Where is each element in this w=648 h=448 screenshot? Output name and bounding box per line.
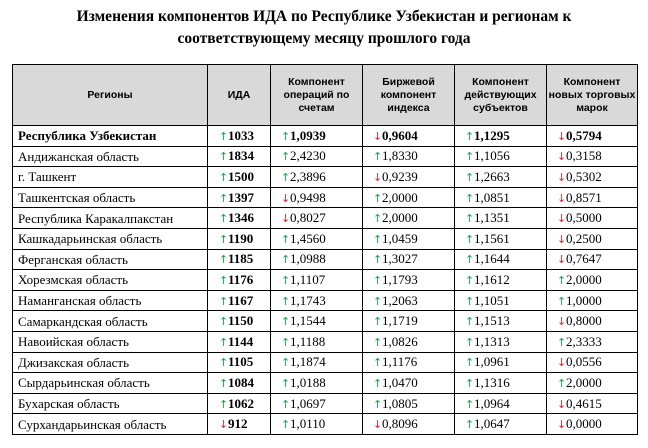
exchange-component-cell <box>363 228 455 249</box>
cell-value: 0,5302 <box>566 168 602 184</box>
new-trademarks-component-cell <box>547 228 638 249</box>
cell-value: 1,1176 <box>382 354 418 370</box>
cell-value: 0,0556 <box>566 354 602 370</box>
ida-cell <box>208 187 271 208</box>
cell-value: 1,4560 <box>290 230 326 246</box>
arrow-up-icon: ↑ <box>281 315 291 329</box>
accounts-component-cell <box>271 311 363 332</box>
arrow-up-icon: ↑ <box>373 212 383 226</box>
region-name: Самаркандская область <box>13 311 208 332</box>
cell-value: 1176 <box>228 271 254 287</box>
cell-value: 0,8000 <box>566 313 602 329</box>
cell-value: 1,0188 <box>290 374 326 390</box>
cell-value: 1,0939 <box>290 127 326 143</box>
ida-cell <box>208 414 271 435</box>
table-row <box>13 208 638 229</box>
active-entities-component-cell <box>455 270 547 291</box>
arrow-up-icon: ↑ <box>465 170 475 184</box>
arrow-up-icon: ↑ <box>219 376 229 390</box>
arrow-up-icon: ↑ <box>219 397 229 411</box>
region-name: Джизакская область <box>13 352 208 373</box>
region-name: Бухарская область <box>13 393 208 414</box>
arrow-up-icon: ↑ <box>373 315 383 329</box>
cell-value: 1144 <box>228 333 254 349</box>
region-name: Сурхандарьинская область <box>13 414 208 435</box>
arrow-down-icon: ↓ <box>557 356 567 370</box>
header-row <box>13 65 638 126</box>
arrow-up-icon: ↑ <box>465 356 475 370</box>
accounts-component-cell <box>271 393 363 414</box>
cell-value: 1500 <box>228 168 254 184</box>
arrow-up-icon: ↑ <box>281 294 291 308</box>
arrow-up-icon: ↑ <box>219 253 229 267</box>
new-trademarks-component-cell <box>547 331 638 352</box>
accounts-component-cell <box>271 352 363 373</box>
arrow-up-icon: ↑ <box>219 294 229 308</box>
active-entities-component-cell <box>455 393 547 414</box>
table-row <box>13 126 638 147</box>
arrow-up-icon: ↑ <box>281 397 291 411</box>
cell-value: 2,3333 <box>566 333 602 349</box>
ida-cell <box>208 126 271 147</box>
cell-value: 1,0647 <box>474 416 510 432</box>
active-entities-component-cell <box>455 167 547 188</box>
active-entities-component-cell <box>455 228 547 249</box>
header-ida: ИДА <box>208 65 271 126</box>
active-entities-component-cell <box>455 126 547 147</box>
region-name: Республика Каракалпакстан <box>13 208 208 229</box>
arrow-up-icon: ↑ <box>219 335 229 349</box>
new-trademarks-component-cell <box>547 414 638 435</box>
cell-value: 1190 <box>228 230 254 246</box>
cell-value: 1,8330 <box>382 148 418 164</box>
table-row <box>13 249 638 270</box>
arrow-down-icon: ↓ <box>557 315 567 329</box>
arrow-down-icon: ↓ <box>557 397 567 411</box>
arrow-down-icon: ↓ <box>557 253 567 267</box>
cell-value: 1,1743 <box>290 292 326 308</box>
cell-value: 2,0000 <box>566 271 602 287</box>
cell-value: 1,1612 <box>474 271 510 287</box>
arrow-up-icon: ↑ <box>219 232 229 246</box>
arrow-up-icon: ↑ <box>219 150 229 164</box>
arrow-up-icon: ↑ <box>465 212 475 226</box>
table-row <box>13 393 638 414</box>
arrow-up-icon: ↑ <box>219 273 229 287</box>
cell-value: 0,9239 <box>382 168 418 184</box>
cell-value: 0,8571 <box>566 189 602 205</box>
arrow-up-icon: ↑ <box>557 376 567 390</box>
active-entities-component-cell <box>455 187 547 208</box>
cell-value: 1397 <box>228 189 254 205</box>
exchange-component-cell <box>363 249 455 270</box>
cell-value: 1,0459 <box>382 230 418 246</box>
new-trademarks-component-cell <box>547 249 638 270</box>
header-region: Регионы <box>13 65 208 126</box>
arrow-up-icon: ↑ <box>465 232 475 246</box>
cell-value: 1150 <box>228 313 254 329</box>
new-trademarks-component-cell <box>547 373 638 394</box>
cell-value: 1105 <box>228 354 254 370</box>
cell-value: 1,1313 <box>474 333 510 349</box>
cell-value: 1185 <box>228 251 254 267</box>
arrow-down-icon: ↓ <box>281 191 291 205</box>
table-row <box>13 270 638 291</box>
arrow-down-icon: ↓ <box>557 191 567 205</box>
cell-value: 1,0110 <box>290 416 326 432</box>
cell-value: 0,0000 <box>566 416 602 432</box>
header-active-entities-component: Компонент действующих субъектов <box>455 65 547 126</box>
cell-value: 1,0961 <box>474 354 510 370</box>
region-name: Ферганская область <box>13 249 208 270</box>
cell-value: 0,9498 <box>290 189 326 205</box>
arrow-up-icon: ↑ <box>219 315 229 329</box>
cell-value: 0,5794 <box>566 127 602 143</box>
cell-value: 1,0964 <box>474 395 510 411</box>
ida-cell <box>208 146 271 167</box>
arrow-up-icon: ↑ <box>465 418 475 432</box>
arrow-up-icon: ↑ <box>281 273 291 287</box>
arrow-down-icon: ↓ <box>557 170 567 184</box>
arrow-down-icon: ↓ <box>219 418 229 432</box>
cell-value: 1033 <box>228 127 254 143</box>
arrow-up-icon: ↑ <box>281 335 291 349</box>
cell-value: 1,1295 <box>474 127 510 143</box>
new-trademarks-component-cell <box>547 167 638 188</box>
ida-cell <box>208 311 271 332</box>
cell-value: 0,9604 <box>382 127 418 143</box>
arrow-up-icon: ↑ <box>465 315 475 329</box>
exchange-component-cell <box>363 393 455 414</box>
arrow-up-icon: ↑ <box>557 294 567 308</box>
table-title <box>0 6 648 50</box>
ida-cell <box>208 270 271 291</box>
cell-value: 0,8096 <box>382 416 418 432</box>
new-trademarks-component-cell <box>547 311 638 332</box>
ida-cell <box>208 167 271 188</box>
accounts-component-cell <box>271 290 363 311</box>
accounts-component-cell <box>271 208 363 229</box>
arrow-up-icon: ↑ <box>219 170 229 184</box>
table-row <box>13 290 638 311</box>
arrow-up-icon: ↑ <box>281 418 291 432</box>
active-entities-component-cell <box>455 208 547 229</box>
active-entities-component-cell <box>455 311 547 332</box>
cell-value: 1,1513 <box>474 313 510 329</box>
cell-value: 1,1561 <box>474 230 510 246</box>
cell-value: 2,3896 <box>290 168 326 184</box>
arrow-up-icon: ↑ <box>465 191 475 205</box>
active-entities-component-cell <box>455 146 547 167</box>
accounts-component-cell <box>271 167 363 188</box>
accounts-component-cell <box>271 270 363 291</box>
arrow-down-icon: ↓ <box>557 232 567 246</box>
cell-value: 1,0697 <box>290 395 326 411</box>
ida-cell <box>208 249 271 270</box>
arrow-up-icon: ↑ <box>219 212 229 226</box>
ida-table <box>12 64 638 435</box>
cell-value: 1,1719 <box>382 313 418 329</box>
arrow-up-icon: ↑ <box>557 273 567 287</box>
new-trademarks-component-cell <box>547 187 638 208</box>
new-trademarks-component-cell <box>547 208 638 229</box>
cell-value: 1,1793 <box>382 271 418 287</box>
cell-value: 1167 <box>228 292 254 308</box>
ida-cell <box>208 228 271 249</box>
new-trademarks-component-cell <box>547 393 638 414</box>
new-trademarks-component-cell <box>547 352 638 373</box>
cell-value: 1,3027 <box>382 251 418 267</box>
cell-value: 2,0000 <box>382 210 418 226</box>
cell-value: 0,5000 <box>566 210 602 226</box>
accounts-component-cell <box>271 187 363 208</box>
cell-value: 912 <box>228 416 248 432</box>
arrow-up-icon: ↑ <box>281 376 291 390</box>
arrow-up-icon: ↑ <box>219 191 229 205</box>
arrow-up-icon: ↑ <box>465 129 475 143</box>
header-new-trademarks-component: Компонент новых торговых марок <box>547 65 638 126</box>
arrow-up-icon: ↑ <box>373 191 383 205</box>
arrow-up-icon: ↑ <box>281 150 291 164</box>
arrow-up-icon: ↑ <box>465 376 475 390</box>
exchange-component-cell <box>363 126 455 147</box>
exchange-component-cell <box>363 270 455 291</box>
cell-value: 1,1544 <box>290 313 326 329</box>
arrow-down-icon: ↓ <box>557 129 567 143</box>
cell-value: 1,0000 <box>566 292 602 308</box>
arrow-down-icon: ↓ <box>557 212 567 226</box>
cell-value: 1,0805 <box>382 395 418 411</box>
table-row <box>13 146 638 167</box>
cell-value: 1,1351 <box>474 210 510 226</box>
arrow-up-icon: ↑ <box>281 129 291 143</box>
arrow-up-icon: ↑ <box>373 335 383 349</box>
arrow-up-icon: ↑ <box>373 397 383 411</box>
arrow-up-icon: ↑ <box>465 294 475 308</box>
exchange-component-cell <box>363 187 455 208</box>
table-row <box>13 414 638 435</box>
arrow-up-icon: ↑ <box>373 253 383 267</box>
accounts-component-cell <box>271 373 363 394</box>
arrow-up-icon: ↑ <box>373 294 383 308</box>
ida-cell <box>208 373 271 394</box>
cell-value: 1834 <box>228 148 254 164</box>
cell-value: 1,0826 <box>382 333 418 349</box>
new-trademarks-component-cell <box>547 146 638 167</box>
arrow-up-icon: ↑ <box>465 273 475 287</box>
cell-value: 1,0988 <box>290 251 326 267</box>
accounts-component-cell <box>271 331 363 352</box>
arrow-down-icon: ↓ <box>373 170 383 184</box>
cell-value: 0,2500 <box>566 230 602 246</box>
title-line-2: соответствующему месяцу прошлого года <box>177 30 471 47</box>
cell-value: 1,1051 <box>474 292 510 308</box>
cell-value: 1,1316 <box>474 374 510 390</box>
cell-value: 1,1107 <box>290 271 326 287</box>
active-entities-component-cell <box>455 331 547 352</box>
cell-value: 1,2663 <box>474 168 510 184</box>
exchange-component-cell <box>363 208 455 229</box>
ida-cell <box>208 352 271 373</box>
region-name: Андижанская область <box>13 146 208 167</box>
arrow-up-icon: ↑ <box>373 273 383 287</box>
arrow-down-icon: ↓ <box>281 212 291 226</box>
cell-value: 2,0000 <box>382 189 418 205</box>
active-entities-component-cell <box>455 352 547 373</box>
arrow-up-icon: ↑ <box>373 376 383 390</box>
ida-cell <box>208 331 271 352</box>
ida-cell <box>208 290 271 311</box>
cell-value: 1,1644 <box>474 251 510 267</box>
exchange-component-cell <box>363 373 455 394</box>
exchange-component-cell <box>363 414 455 435</box>
arrow-up-icon: ↑ <box>465 150 475 164</box>
cell-value: 2,0000 <box>566 374 602 390</box>
cell-value: 1,0851 <box>474 189 510 205</box>
accounts-component-cell <box>271 146 363 167</box>
table-row <box>13 331 638 352</box>
region-name: Кашкадарьинская область <box>13 228 208 249</box>
active-entities-component-cell <box>455 373 547 394</box>
active-entities-component-cell <box>455 414 547 435</box>
header-accounts-component: Компонент операций по счетам <box>271 65 363 126</box>
cell-value: 1,0470 <box>382 374 418 390</box>
table-row <box>13 373 638 394</box>
active-entities-component-cell <box>455 290 547 311</box>
cell-value: 0,8027 <box>290 210 326 226</box>
accounts-component-cell <box>271 249 363 270</box>
cell-value: 0,3158 <box>566 148 602 164</box>
region-name: г. Ташкент <box>13 167 208 188</box>
new-trademarks-component-cell <box>547 270 638 291</box>
region-name: Хорезмская область <box>13 270 208 291</box>
cell-value: 1,1874 <box>290 354 326 370</box>
region-name: Ташкентская область <box>13 187 208 208</box>
cell-value: 1346 <box>228 210 254 226</box>
arrow-up-icon: ↑ <box>281 232 291 246</box>
table-row <box>13 311 638 332</box>
header-exchange-component: Биржевой компонент индекса <box>363 65 455 126</box>
table-row <box>13 167 638 188</box>
cell-value: 1,2063 <box>382 292 418 308</box>
accounts-component-cell <box>271 414 363 435</box>
cell-value: 1,1188 <box>290 333 326 349</box>
region-name: Республика Узбекистан <box>13 126 208 147</box>
cell-value: 1084 <box>228 374 254 390</box>
cell-value: 1,1056 <box>474 148 510 164</box>
ida-cell <box>208 208 271 229</box>
cell-value: 1062 <box>228 395 254 411</box>
arrow-up-icon: ↑ <box>281 253 291 267</box>
arrow-down-icon: ↓ <box>373 129 383 143</box>
region-name: Навоийская область <box>13 331 208 352</box>
arrow-up-icon: ↑ <box>373 356 383 370</box>
accounts-component-cell <box>271 126 363 147</box>
active-entities-component-cell <box>455 249 547 270</box>
cell-value: 0,7647 <box>566 251 602 267</box>
arrow-up-icon: ↑ <box>373 150 383 164</box>
title-line-1: Изменения компонентов ИДА по Республике Узбекистан и регионам к <box>76 8 572 25</box>
table-row <box>13 187 638 208</box>
region-name: Сырдарьинская область <box>13 373 208 394</box>
arrow-up-icon: ↑ <box>465 335 475 349</box>
arrow-down-icon: ↓ <box>373 418 383 432</box>
arrow-up-icon: ↑ <box>373 232 383 246</box>
exchange-component-cell <box>363 352 455 373</box>
exchange-component-cell <box>363 167 455 188</box>
new-trademarks-component-cell <box>547 290 638 311</box>
arrow-up-icon: ↑ <box>281 170 291 184</box>
cell-value: 2,4230 <box>290 148 326 164</box>
exchange-component-cell <box>363 146 455 167</box>
arrow-up-icon: ↑ <box>281 356 291 370</box>
exchange-component-cell <box>363 311 455 332</box>
arrow-up-icon: ↑ <box>557 335 567 349</box>
arrow-up-icon: ↑ <box>465 253 475 267</box>
arrow-down-icon: ↓ <box>557 150 567 164</box>
table-row <box>13 352 638 373</box>
accounts-component-cell <box>271 228 363 249</box>
exchange-component-cell <box>363 290 455 311</box>
ida-cell <box>208 393 271 414</box>
arrow-up-icon: ↑ <box>219 129 229 143</box>
arrow-down-icon: ↓ <box>557 418 567 432</box>
table-row <box>13 228 638 249</box>
arrow-up-icon: ↑ <box>219 356 229 370</box>
arrow-up-icon: ↑ <box>465 397 475 411</box>
cell-value: 0,4615 <box>566 395 602 411</box>
new-trademarks-component-cell <box>547 126 638 147</box>
exchange-component-cell <box>363 331 455 352</box>
region-name: Наманганская область <box>13 290 208 311</box>
table-body <box>13 126 638 435</box>
